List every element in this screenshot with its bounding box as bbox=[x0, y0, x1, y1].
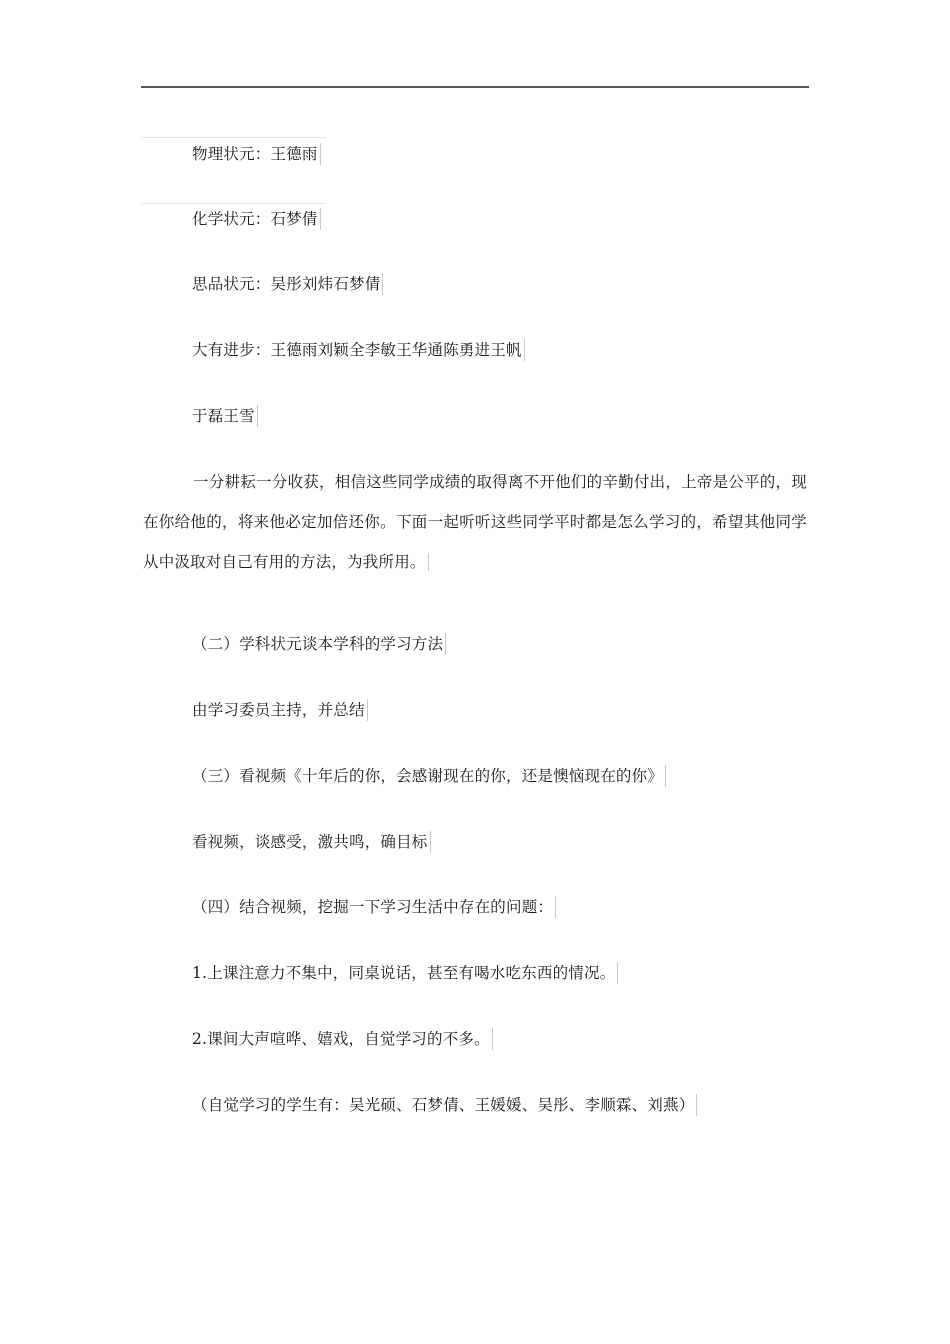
header-rule bbox=[141, 86, 809, 88]
issue-1: 1.上课注意力不集中，同桌说话，甚至有喝水吃东西的情况。 bbox=[192, 962, 618, 984]
issue-2: 2.课间大声喧哗、嬉戏，自觉学习的不多。 bbox=[192, 1028, 493, 1050]
section3-note: 看视频，谈感受，激共鸣，确目标 bbox=[192, 831, 431, 853]
award-progress-line1: 大有进步：王德雨刘颖全李敏王华通陈勇进王帆 bbox=[192, 339, 525, 361]
section3-title: （三）看视频《十年后的你，会感谢现在的你，还是懊恼现在的你》 bbox=[192, 765, 666, 787]
section4-title: （四）结合视频，挖掘一下学习生活中存在的问题： bbox=[192, 896, 556, 918]
section2-title: （二）学科状元谈本学科的学习方法 bbox=[192, 633, 446, 655]
section2-note: 由学习委员主持，并总结 bbox=[192, 699, 368, 721]
issue-2-note: （自觉学习的学生有：吴光硕、石梦倩、王媛媛、吴彤、李顺霖、刘燕） bbox=[192, 1094, 697, 1116]
award-chemistry: 化学状元：石梦倩 bbox=[192, 208, 321, 230]
award-physics: 物理状元：王德雨 bbox=[192, 143, 321, 165]
award-politics: 思品状元：吴彤刘炜石梦倩 bbox=[192, 273, 383, 295]
table-rule bbox=[141, 203, 326, 204]
award-progress-line2: 于磊王雪 bbox=[192, 405, 258, 427]
table-rule bbox=[141, 137, 326, 138]
body-paragraph: 一分耕耘一分收获，相信这些同学成绩的取得离不开他们的辛勤付出，上帝是公平的，现在你给他的，将来他必定加倍还你。下面一起听听这些同学平时都是怎么学习的，希望其他同学从中汲取对自己有用的方法，为我所用。 bbox=[143, 473, 807, 571]
